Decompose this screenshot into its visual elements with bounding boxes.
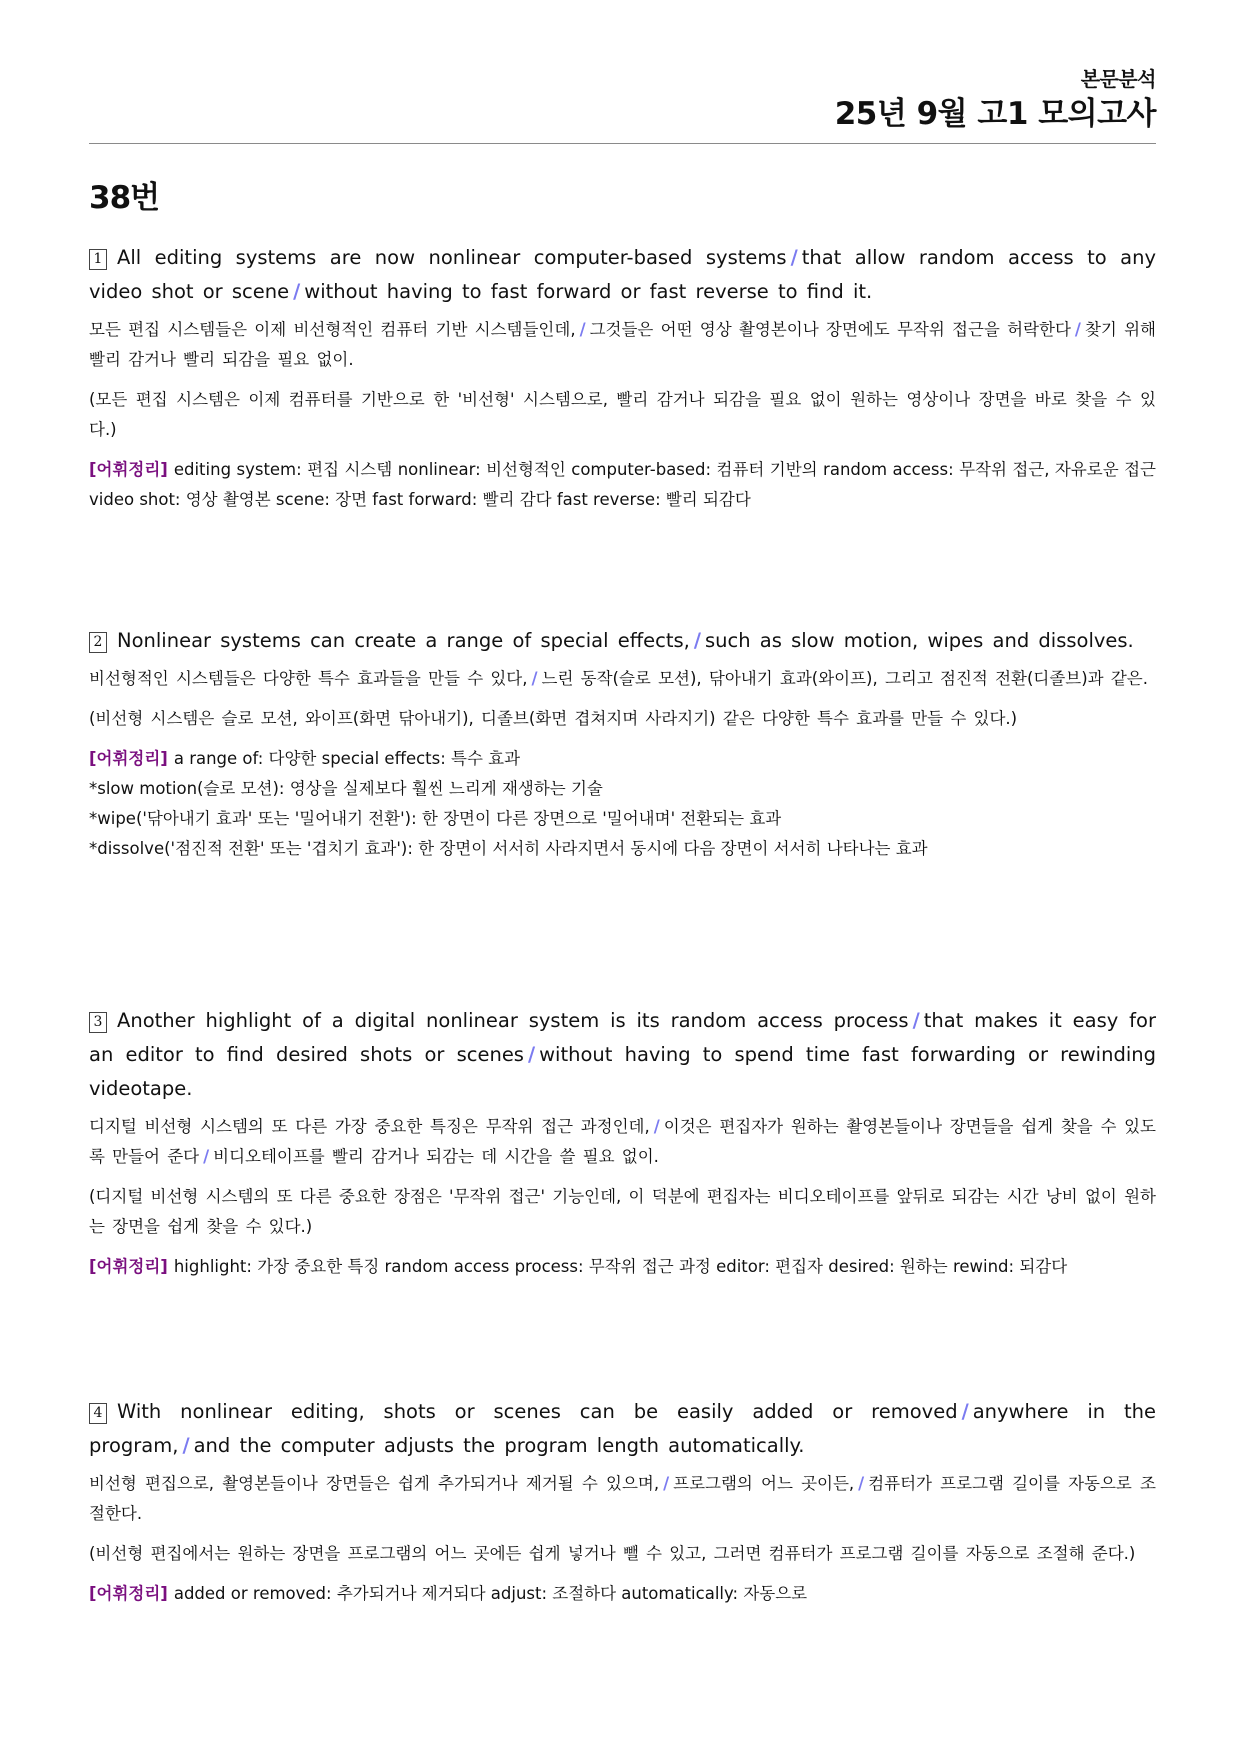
english-sentence — [89, 241, 1156, 309]
question-number: 38번 — [89, 180, 160, 216]
sentence-number-badge: 1 — [89, 249, 107, 270]
chunk-divider-slash: / — [531, 669, 538, 688]
paraphrase: (모든 편집 시스템은 이제 컴퓨터를 기반으로 한 '비선형' 시스템으로, 빨리 감거나 되감을 필요 없이 원하는 영상이나 장면을 바로 찾을 수 있다.) — [89, 390, 1156, 439]
chunk: 그것들은 어떤 영상 촬영본이나 장면에도 무작위 접근을 허락한다 — [589, 320, 1071, 339]
korean-translation — [89, 1469, 1156, 1529]
paraphrase: (디지털 비선형 시스템의 또 다른 중요한 장점은 '무작위 접근' 기능인데, 이 덕분에 편집자는 비디오테이프를 앞뒤로 되감는 시간 낭비 없이 원하는 장면을 쉽게 찾을 수 있다.) — [89, 1187, 1156, 1236]
chunk: 디지털 비선형 시스템의 또 다른 가장 중요한 특징은 무작위 접근 과정인데, — [89, 1117, 650, 1136]
sentence-section-2 — [89, 624, 1156, 864]
chunk-divider-slash: / — [693, 629, 701, 652]
header-title: 25년 9월 고1 모의고사 — [834, 96, 1156, 132]
chunk: 비선형 편집으로, 촬영본들이나 장면들은 쉽게 추가되거나 제거될 수 있으며, — [89, 1474, 660, 1493]
english-sentence — [89, 624, 1156, 658]
chunk: Another highlight of a digital nonlinear system is its random access process — [117, 1009, 909, 1032]
chunk-divider-slash: / — [858, 1474, 865, 1493]
chunk: such as slow motion, wipes and dissolves. — [704, 629, 1134, 652]
vocab-label: [어휘정리] — [89, 749, 168, 768]
paraphrase: (비선형 시스템은 슬로 모션, 와이프(화면 닦아내기), 디졸브(화면 겹쳐지며 사라지기) 같은 다양한 특수 효과를 만들 수 있다.) — [89, 709, 1018, 728]
sentence-number-badge: 4 — [89, 1403, 107, 1424]
chunk: without having to spend time fast forwarding or rewinding videotape. — [89, 1043, 1156, 1100]
sentence-number-badge: 3 — [89, 1012, 107, 1033]
vocab-note: *slow motion(슬로 모션): 영상을 실제보다 훨씬 느리게 재생하는 기술 — [89, 779, 603, 798]
sentence-section-3 — [89, 1004, 1156, 1282]
header-divider — [89, 143, 1156, 144]
chunk: With nonlinear editing, shots or scenes can be easily added or removed — [117, 1400, 958, 1423]
chunk: All editing systems are now nonlinear computer-based systems — [117, 246, 787, 269]
chunk: 모든 편집 시스템들은 이제 비선형적인 컴퓨터 기반 시스템들인데, — [89, 320, 576, 339]
sentence-number-badge: 2 — [89, 632, 107, 653]
chunk: 프로그램의 어느 곳이든, — [673, 1474, 855, 1493]
korean-translation — [89, 664, 1156, 694]
chunk-divider-slash: / — [182, 1434, 190, 1457]
sentence-section-1 — [89, 241, 1156, 515]
chunk-divider-slash: / — [912, 1009, 920, 1032]
vocab-label: [어휘정리] — [89, 1257, 168, 1276]
chunk: 느린 동작(슬로 모션), 닦아내기 효과(와이프), 그리고 점진적 전환(디졸브)과 같은. — [541, 669, 1148, 688]
vocab-text: added or removed: 추가되거나 제거되다 adjust: 조절하다 automatically: 자동으로 — [173, 1584, 808, 1603]
chunk: anywhere in the program, — [89, 1400, 1156, 1457]
chunk-divider-slash: / — [1074, 320, 1081, 339]
vocab-note: *wipe('닦아내기 효과' 또는 '밀어내기 전환'): 한 장면이 다른 장면으로 '밀어내며' 전환되는 효과 — [89, 809, 782, 828]
header-subtitle: 본문분석 — [1080, 67, 1156, 91]
english-sentence — [89, 1395, 1156, 1463]
vocab-text: a range of: 다양한 special effects: 특수 효과 — [173, 749, 521, 768]
korean-translation — [89, 315, 1156, 375]
document-header — [835, 66, 1156, 134]
chunk: without having to fast forward or fast reverse to find it. — [304, 280, 873, 303]
chunk-divider-slash: / — [579, 320, 586, 339]
chunk-divider-slash: / — [203, 1147, 210, 1166]
vocab-summary — [89, 1252, 1156, 1282]
chunk: 컴퓨터가 프로그램 길이를 자동으로 조절한다. — [89, 1474, 1156, 1523]
chunk-divider-slash: / — [653, 1117, 660, 1136]
chunk: 이것은 편집자가 원하는 촬영본들이나 장면들을 쉽게 찾을 수 있도록 만들어 준다 — [89, 1117, 1156, 1166]
chunk: that allow random access to any video shot or scene — [89, 246, 1156, 303]
chunk-divider-slash: / — [961, 1400, 969, 1423]
vocab-label: [어휘정리] — [89, 1584, 168, 1603]
paraphrase: (비선형 편집에서는 원하는 장면을 프로그램의 어느 곳에든 쉽게 넣거나 뺄 수 있고, 그러면 컴퓨터가 프로그램 길이를 자동으로 조절해 준다.) — [89, 1544, 1136, 1563]
chunk: that makes it easy for an editor to find desired shots or scenes — [89, 1009, 1156, 1066]
chunk-divider-slash: / — [527, 1043, 536, 1066]
chunk: 비선형적인 시스템들은 다양한 특수 효과들을 만들 수 있다, — [89, 669, 528, 688]
sentence-section-4 — [89, 1395, 1156, 1609]
chunk-divider-slash: / — [293, 280, 301, 303]
vocab-text: editing system: 편집 시스템 nonlinear: 비선형적인 computer-based: 컴퓨터 기반의 random access: 무작위 접근, 자유로운 접근 video shot: 영상 촬영본 scene: 장면 fast forward: 빨리 감다 fast reverse: 빨리 되감다 — [89, 460, 1156, 509]
vocab-label: [어휘정리] — [89, 460, 168, 479]
english-sentence — [89, 1004, 1156, 1106]
vocab-text: highlight: 가장 중요한 특징 random access process: 무작위 접근 과정 editor: 편집자 desired: 원하는 rewind: 되감다 — [173, 1257, 1068, 1276]
chunk-divider-slash: / — [663, 1474, 670, 1493]
vocab-note: *dissolve('점진적 전환' 또는 '겹치기 효과'): 한 장면이 서서히 사라지면서 동시에 다음 장면이 서서히 나타나는 효과 — [89, 839, 928, 858]
chunk: 비디오테이프를 빨리 감거나 되감는 데 시간을 쓸 필요 없이. — [213, 1147, 659, 1166]
chunk: 찾기 위해 빨리 감거나 빨리 되감을 필요 없이. — [89, 320, 1156, 369]
chunk: Nonlinear systems can create a range of special effects, — [117, 629, 690, 652]
vocab-summary — [89, 1579, 1156, 1609]
chunk-divider-slash: / — [790, 246, 798, 269]
korean-translation — [89, 1112, 1156, 1172]
vocab-summary — [89, 744, 1156, 774]
chunk: and the computer adjusts the program length automatically. — [193, 1434, 805, 1457]
vocab-summary — [89, 455, 1156, 515]
